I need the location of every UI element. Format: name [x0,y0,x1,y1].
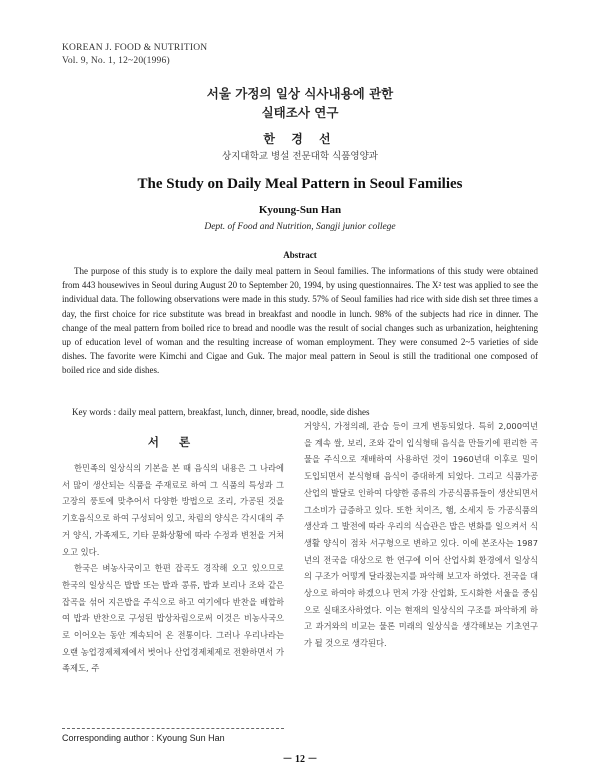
left-column [62,460,284,684]
abstract-text: The purpose of this study is to explore the daily meal pattern in Seoul families. The informations of this study were obtained from 443 housewives in Seoul during August 20 to September 20, 1994, by using questionnaires. The X² test was applied to see the individual data. The following observations were made in this study. 57% of Seoul families had rice with side dish set three times a day, the first choice for rice substitute was bread in breakfast and noodle in lunch. 98% of the subjects had rice in dinner. The change of the meal pattern from boiled rice to bread and noodle was the result of social changes such as urbanization, heightening up of education level of woman and the resulting increase of woman employment. They were consumed 2~5 varieties of side dishes. The favorite were Kimchi and Cigae and Guk. The major meal pattern in Seoul is still the traditional one composed of boiled rice and side dishes. [62,266,538,376]
journal-header [62,42,207,68]
korean-title-line-1: 서울 가정의 일상 식사내용에 관한 [206,86,394,101]
left-column-paragraph-1: 한민족의 일상식의 기본을 본 때 음식의 내용은 그 나라에서 많이 생산되는 식품을 주재료로 하여 그 식품의 특성과 그 고장의 풍토에 맞추어서 다양한 방법으로 조리, 가공된 것을 기호음식으로 하여 구성되어 있고, 차림의 양식은 각시대의 주거 양식, 가족제도, 기타 문화상황에 따라 수정과 변천을 거쳐오고 있다. [62,463,284,557]
corresponding-author-footnote: Corresponding author : Kyoung Sun Han [62,733,225,743]
page-number: － 12 － [282,754,318,765]
korean-title-line-2: 실태조사 연구 [261,105,339,120]
korean-affiliation: 상지대학교 병설 전문대학 식품영양과 [222,151,378,162]
journal-name: KOREAN J. FOOD & NUTRITION [62,43,208,53]
journal-issue: Vol. 9, No. 1, 12~20(1996) [62,56,170,66]
english-affiliation: Dept. of Food and Nutrition, Sangji junior college [204,222,396,232]
footnote-divider [62,728,284,729]
english-title: The Study on Daily Meal Pattern in Seoul Families [137,176,463,192]
right-column-paragraph-1: 거양식, 가정의례, 관습 등이 크게 변동되었다. 특히 2,000여년을 계속 쌀, 보리, 조와 같이 입식형태 음식을 만들기에 편리한 곡물을 주식으로 재배하여 사용하던 것이 1960년대 이후로 밀이 도입되면서 분식형태 음식이 증대하게 되었다. 그리고 식품가공산업의 발달로 인하여 다양한 종류의 가공식품류들이 생산되면서 그소비가 급증하고 있다. 또한 치이즈, 햄, 소세지 등 가공식품의 생산과 그 발전에 따라 우리의 식습관은 밥은 변화를 일으켜서 식생활 양식이 점차 서구형으로 변하고 있다. 이에 본조사는 1987년의 전국을 대상으로 한 연구에 이어 산업사회 환경에서 일상식의 구조가 어떻게 달라졌는지를 파악해 보고자 하였다. 전국을 대상으로 하여야 하겠으나 먼저 가장 산업화, 도시화한 서울을 중심으로 실태조사하였다. 이는 현재의 일상식의 구조를 파악하게 하고 과거와의 비교는 물론 미래의 일상식을 생각해보는 기초연구가 될 것으로 생각된다. [304,421,538,649]
section-heading-introduction: 서 론 [147,435,199,449]
english-author: Kyoung-Sun Han [258,204,342,216]
left-column-paragraph-2: 한국은 벼농사국이고 한편 잡곡도 경작해 오고 있으므로 한국의 일상식은 밥밥 또는 밥과 콩류, 밥과 보리나 조와 같은 잡곡을 섞어 지은밥을 주식으로 하고 여기에다 반찬을 배합하여 밥과 반찬으로 구성된 밥상차림으로써 이것은 비농사국으로 이어오는 동안 계속되어 온 전통이다. 그러나 우리나라는 오랜 농업경제체제에서 벗어나 산업경제체제로 전환하면서 가족제도, 주 [62,563,284,674]
abstract-heading: Abstract [283,250,317,260]
keywords: Key words : daily meal pattern, breakfast, lunch, dinner, bread, noodle, side dishes [72,407,370,417]
right-column [304,418,538,728]
korean-title [0,84,600,122]
korean-author: 한 경 선 [263,132,337,146]
